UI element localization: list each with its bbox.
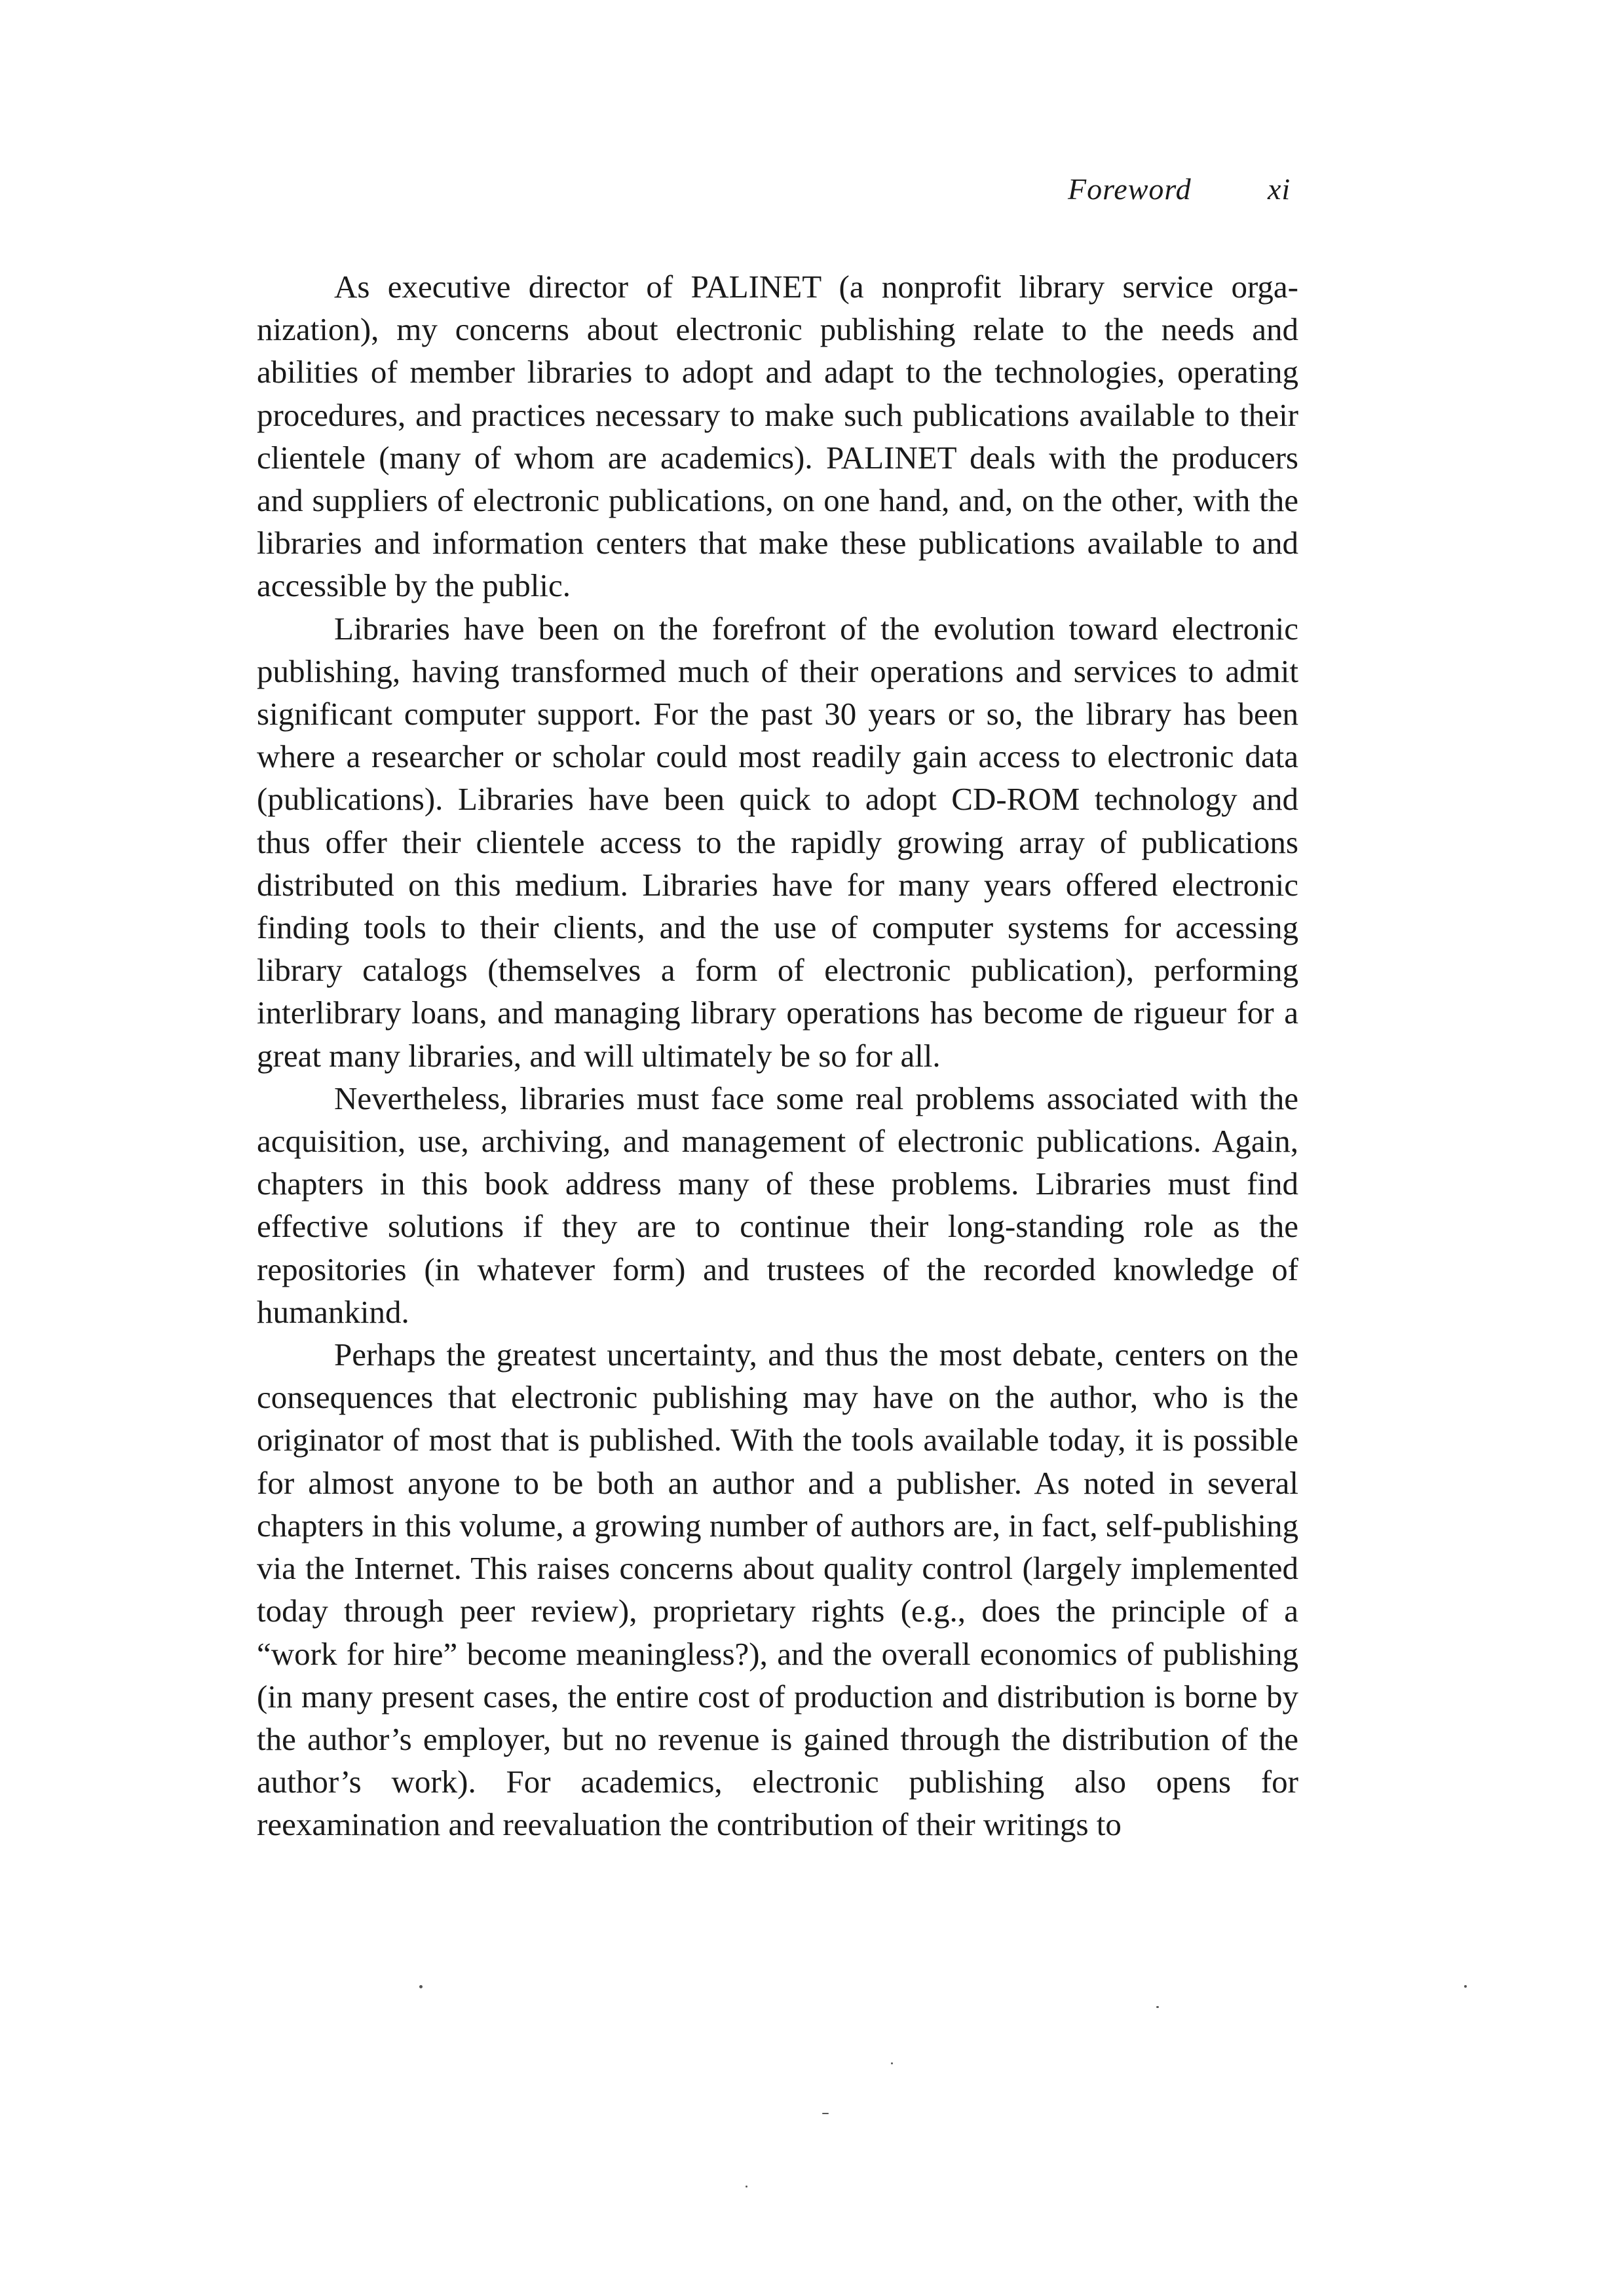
scan-speck (891, 2062, 893, 2064)
running-head-title: Foreword (1068, 172, 1192, 206)
paragraph-4: Perhaps the greatest uncertainty, and thus the most debate, centers on the consequences that electronic publishing may have on the author, who is the originator of most that is published. With the tools available today, it is possible for almost anyone to be both an author and a publisher. As noted in several chapters in this volume, a growing number of authors are, in fact, self-publishing via the Internet. This raises concerns about quality control (largely implemented today through peer review), proprietary rights (e.g., does the principle of a “work for hire” become meaningless?), and the overall economics of publishing (in many present cases, the entire cost of production and distribution is borne by the author’s employer, but no revenue is gained through the distribution of the author’s work). For academics, electronic publishing also opens for reexamination and reevaluation the contribution of their writings to (257, 1336, 1298, 1843)
scan-speck (822, 2113, 829, 2114)
paragraph-3: Nevertheless, libraries must face some real problems associated with the acquisition, use, archiving, and management of electronic publications. Again, chapters in this book address many of these problems. Libraries must find effective solutions if they are to continue their long-standing role as the repositories (in whatever form) and trustees of the recorded knowledge of humankind. (257, 1080, 1298, 1330)
paragraph-2: Libraries have been on the forefront of the evolution toward electronic publishing, having transformed much of their operations and services to admit significant computer support. For the past 30 years or so, the library has been where a researcher or scholar could most readily gain access to electronic data (publications). Libraries have been quick to adopt CD-ROM technology and thus offer their clientele access to the rapidly growing array of publications distributed on this medium. Libraries have for many years offered electronic finding tools to their clients, and the use of computer systems for accessing library catalogs (themselves a form of electronic publication), performing interlibrary loans, and managing library operations has become de rigueur for a great many libraries, and will ultimately be so for all. (257, 610, 1298, 1074)
body-text (257, 265, 1298, 1846)
paragraph-1: As executive director of PALINET (a nonprofit library service organization), my concerns about electronic publishing relate to the needs and abilities of member libraries to adopt and adapt to the technologies, operating procedures, and practices necessary to make such publications available to their clientele (many of whom are academics). PALINET deals with the producers and suppliers of electronic publications, on one hand, and, on the other, with the libraries and information centers that make these publications available to and accessible by the public. (257, 269, 1298, 604)
running-head (1035, 172, 1297, 218)
page-number: xi (1268, 172, 1291, 206)
scan-speck (419, 1985, 423, 1988)
scan-speck (1464, 1985, 1467, 1988)
scan-speck (1156, 2006, 1159, 2008)
scan-speck (746, 2186, 747, 2188)
